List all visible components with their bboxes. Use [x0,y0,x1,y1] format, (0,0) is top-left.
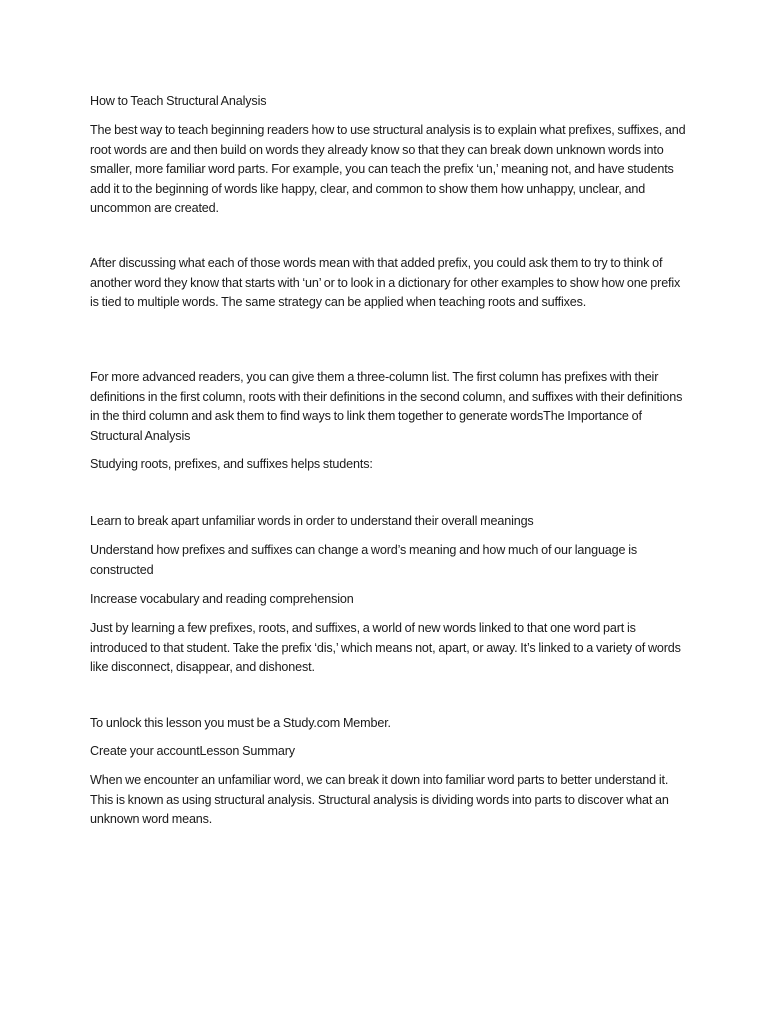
paragraph-learning-prefixes: Just by learning a few prefixes, roots, and suffixes, a world of new words linked to that one word part is introduced to that student. Take the prefix ‘dis,’ which means not, apart, or away. It’s linked to a variety of words like disconnect, disappear, and dishonest. [90,621,681,674]
list-item-increase-vocabulary: Increase vocabulary and reading comprehension [90,592,354,606]
paragraph-after-discussing: After discussing what each of those words mean with that added prefix, you could ask them to try to think of another word they know that starts with ‘un’ or to look in a dictionary for other examples to show how one prefix is tied to multiple words. The same strategy can be applied when teaching roots and suffixes. [90,256,681,309]
paragraph-studying-roots: Studying roots, prefixes, and suffixes helps students: [90,457,373,471]
paragraph-lesson-summary: When we encounter an unfamiliar word, we can break it down into familiar word parts to better understand it. This is known as using structural analysis. Structural analysis is dividing words into parts to discover what an unknown word means. [90,773,669,826]
paragraph-unlock-lesson: To unlock this lesson you must be a Study.com Member. [90,716,391,730]
paragraph-intro: The best way to teach beginning readers how to use structural analysis is to explain what prefixes, suffixes, and root words are and then build on words they already know so that they can break down unknown words into smaller, more familiar word parts. For example, you can teach the prefix ‘un,’ meaning not, and have students add it to the beginning of words like happy, clear, and common to show them how unhappy, unclear, and uncommon are created. [90,123,686,215]
document-heading: How to Teach Structural Analysis [90,94,267,108]
paragraph-create-account: Create your accountLesson Summary [90,744,295,758]
list-item-break-apart: Learn to break apart unfamiliar words in order to understand their overall meanings [90,514,534,528]
paragraph-advanced-readers: For more advanced readers, you can give them a three-column list. The first column has prefixes with their definitions in the first column, roots with their definitions in the second column, and suffixes with their definitions in the third column and ask them to find ways to link them together to generate wordsThe Importance of Structural Analysis [90,370,683,443]
list-item-understand-prefixes: Understand how prefixes and suffixes can change a word’s meaning and how much of our language is constructed [90,543,638,577]
